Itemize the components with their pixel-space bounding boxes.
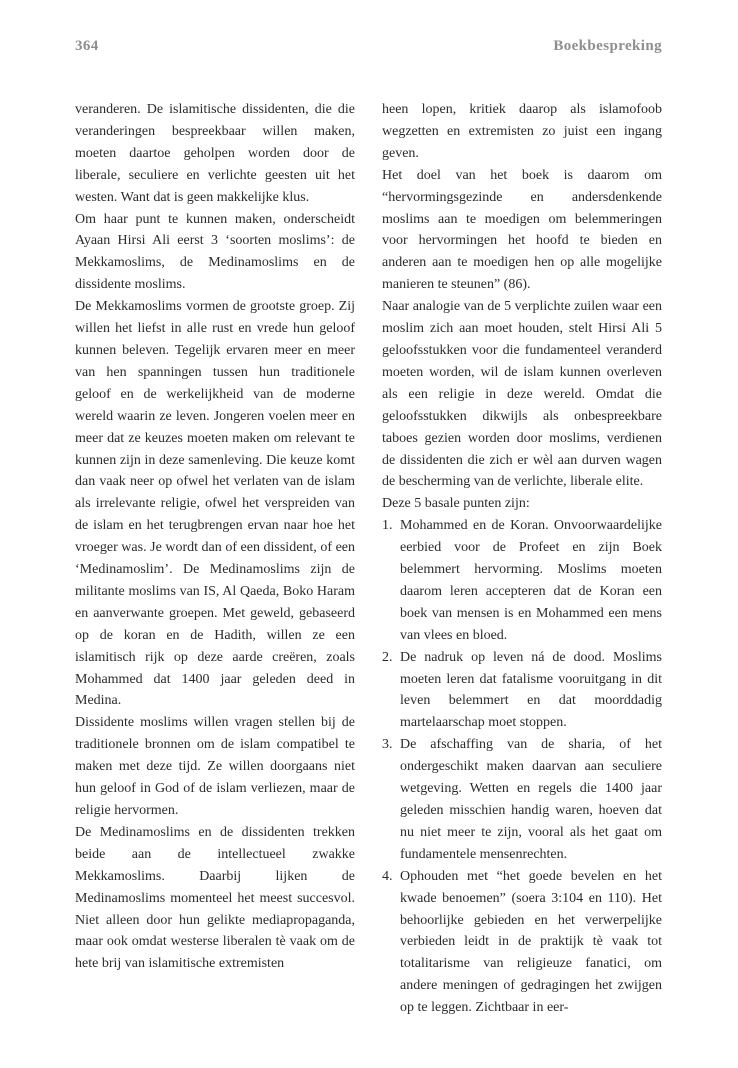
list-item-number: 1.: [382, 518, 393, 534]
paragraph: De Mekkamoslims vormen de grootste groep. Zij willen het liefst in alle rust en vrede hun geloof kunnen beleven. Tegelijk ervaren meer en meer van hen spanningen tussen hun traditionele geloof en de werkelijkheid van de moderne wereld waarin ze leven. Jongeren voelen meer en meer dat ze keuzes moeten maken om relevant te kunnen zijn in deze samenleving. Die keuze komt dan vaak neer op ofwel het verlaten van de islam als irrelevante religie, ofwel het verspreiden van de islam en het terugbrengen ervan naar hoe het vroeger was. Je wordt dan of een dissident, of een ‘Medinamoslim’. De Medinamoslims zijn de militante moslims van IS, Al Qaeda, Boko Haram en aanverwante groepen. Met geweld, gebaseerd op de koran en de Hadith, willen ze een islamitisch rijk op deze aarde creëren, zoals Mohammed dat 1400 jaar geleden deed in Medina.: [75, 299, 355, 709]
running-header-title: Boekbespreking: [553, 38, 662, 54]
paragraph: veranderen. De islamitische dissidenten, die die veranderingen bespreekbaar willen maken, moeten daartoe geholpen worden door de liberale, seculiere en verlichte geesten uit het westen. Want dat is geen makkelijke klus.: [75, 102, 355, 205]
paragraph: De Medinamoslims en de dissidenten trekken beide aan de intellectueel zwakke Mekkamoslims. Daarbij lijken de Medinamoslims momenteel het meest succesvol. Niet alleen door hun gelikte mediapropaganda, maar ook omdat westerse liberalen tè vaak om de hete brij van islamitische extremisten: [75, 824, 355, 972]
list-item: [382, 866, 662, 1019]
right-column: [382, 99, 662, 1019]
list-item-text: De afschaffing van de sharia, of het ondergeschikt maken daarvan aan seculiere wetgeving. Wetten en regels die 1400 jaar geleden misschien handig waren, hoeven dat nu niet meer te zijn, vooral als het gaat om fundamentele mensenrechten.: [400, 737, 662, 862]
paragraph: Naar analogie van de 5 verplichte zuilen waar een moslim zich aan moet houden, stelt Hirsi Ali 5 geloofsstukken voor die fundamenteel veranderd moeten worden, wil de islam kunnen overleven als een religie in deze wereld. Omdat die geloofsstukken dikwijls als onbespreekbare taboes gezien worden door moslims, verdienen de dissidenten die zich er wèl aan durven wagen de bescherming van de verlichte, liberale elite.: [382, 299, 662, 490]
list-item-text: De nadruk op leven ná de dood. Moslims moeten leren dat fatalisme vooruitgang in dit leven belemmert en dat moorddadig martelaarschap moet stoppen.: [400, 649, 662, 731]
list-item: [382, 647, 662, 735]
paragraph: Om haar punt te kunnen maken, onderscheidt Ayaan Hirsi Ali eerst 3 ‘soorten moslims’: de Mekkamoslims, de Medinamoslims en de dissidente moslims.: [75, 211, 355, 293]
list-item-number: 3.: [382, 737, 393, 753]
page-number: 364: [75, 38, 99, 54]
list-item: [382, 734, 662, 865]
paragraph: Deze 5 basale punten zijn:: [382, 496, 530, 512]
list-item-number: 2.: [382, 649, 393, 665]
paragraph: Het doel van het boek is daarom om “hervormingsgezinde en andersdenkende moslims aan te moedigen om belemmeringen voor hervormingen het hoofd te bieden en anderen aan te moedigen hen op alle mogelijke manieren te steunen” (86).: [382, 167, 662, 293]
text-columns: [75, 99, 662, 1019]
left-column: [75, 99, 355, 1019]
list-item-text: Ophouden met “het goede bevelen en het kwade benoemen” (soera 3:104 en 110). Het behoorlijke gebieden en het verwerpelijke verbieden leidt in de praktijk tè vaak tot totalitarisme van religieuze fanatici, om andere meningen of gedragingen het zwijgen op te leggen. Zichtbaar in eer-: [400, 868, 662, 1016]
paragraph: heen lopen, kritiek daarop als islamofoob wegzetten en extremisten zo juist een ingang geven.: [382, 102, 662, 161]
list-item-number: 4.: [382, 868, 393, 884]
list-item: [382, 515, 662, 646]
running-header: [75, 38, 662, 55]
paragraph: Dissidente moslims willen vragen stellen bij de traditionele bronnen om de islam compatibel te maken met deze tijd. Ze willen doorgaans niet hun geloof in God of de islam verliezen, maar de religie hervormen.: [75, 715, 355, 818]
list-item-text: Mohammed en de Koran. Onvoorwaardelijke eerbied voor de Profeet en zijn Boek belemmert hervorming. Moslims moeten daarom leren accepteren dat de Koran een boek van mensen is en Mohammed een mens van vlees en bloed.: [400, 518, 662, 643]
